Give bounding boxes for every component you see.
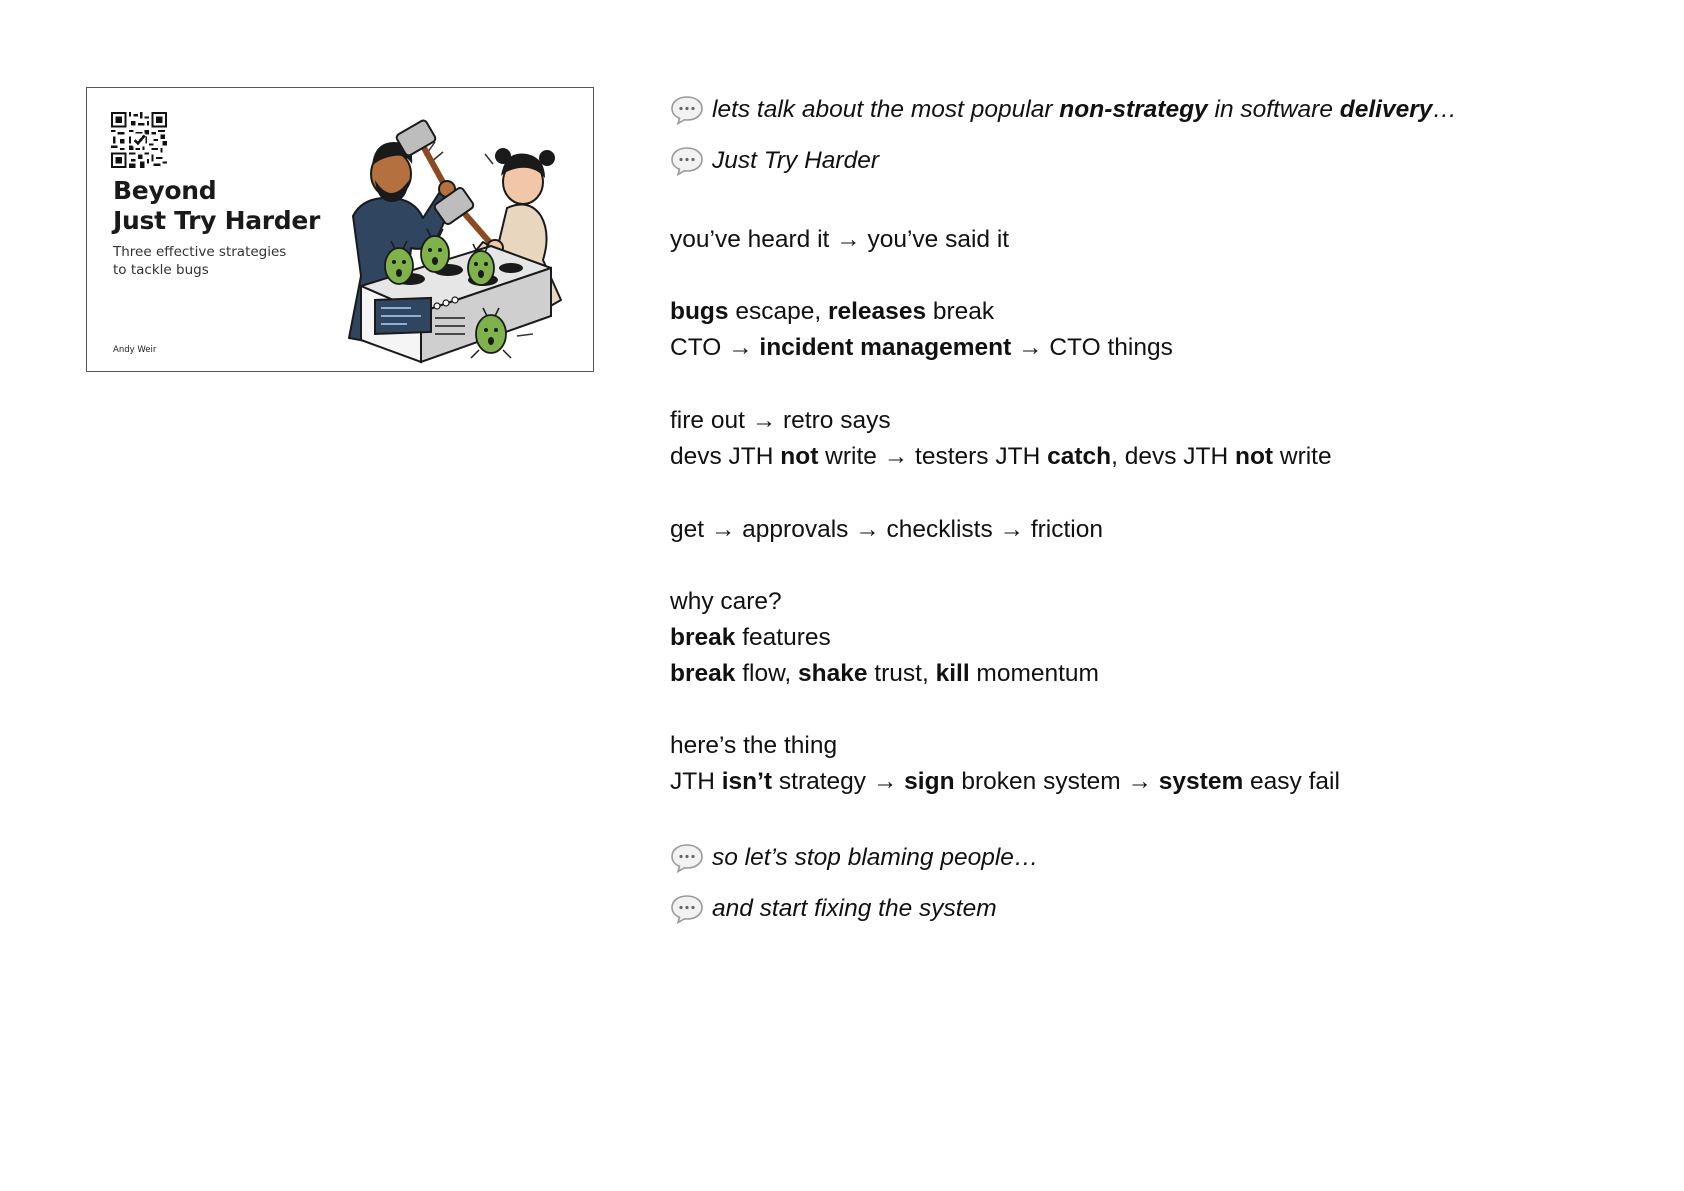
bug-whacking-illustration: [315, 96, 591, 368]
slide-title: Beyond Just Try Harder: [113, 176, 321, 235]
note-heres-the-thing: here’s the thing: [670, 732, 838, 759]
slide-author: Andy Weir: [113, 345, 157, 355]
slide-subtitle: Three effective strategies to tackle bugs: [113, 244, 287, 278]
qr-code-icon: [111, 112, 167, 168]
note-jth-strategy: JTH isn’t strategy → sign broken system → system easy fail: [670, 768, 1340, 795]
note-bugs: bugs escape, releases break: [670, 298, 995, 325]
note-cto: CTO → incident management → CTO things: [670, 334, 1173, 361]
note-intro: lets talk about the most popular non-strategy in software delivery…: [670, 95, 1457, 125]
note-why-care: why care?: [670, 588, 782, 615]
slide-thumbnail[interactable]: [86, 87, 594, 372]
note-fire-out: fire out → retro says: [670, 407, 891, 434]
note-break-features: break features: [670, 624, 831, 651]
speech-bubble-icon: [670, 843, 704, 873]
speech-bubble-icon: [670, 146, 704, 176]
note-devs: devs JTH not write → testers JTH catch, devs JTH not write: [670, 443, 1332, 470]
note-just-try-harder: Just Try Harder: [670, 146, 879, 176]
note-break-flow: break flow, shake trust, kill momentum: [670, 660, 1099, 687]
speech-bubble-icon: [670, 894, 704, 924]
speech-bubble-icon: [670, 95, 704, 125]
note-start-fixing: and start fixing the system: [670, 894, 997, 924]
note-stop-blaming: so let’s stop blaming people…: [670, 843, 1038, 873]
note-heard: you’ve heard it → you’ve said it: [670, 226, 1010, 253]
note-get: get → approvals → checklists → friction: [670, 516, 1103, 543]
